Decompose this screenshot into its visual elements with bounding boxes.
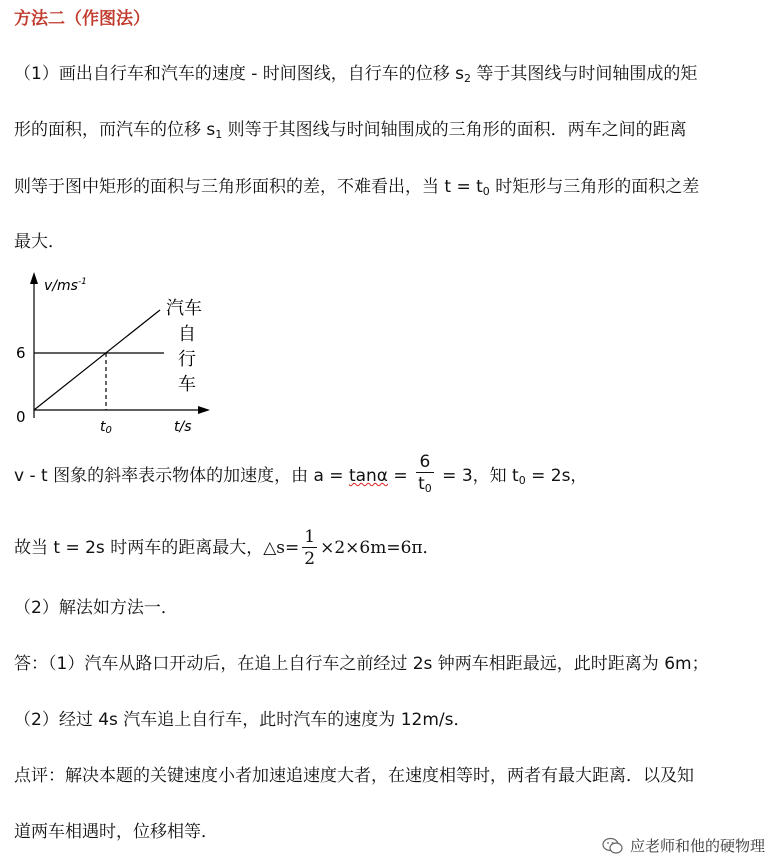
watermark [602, 835, 765, 856]
subscript: 0 [482, 185, 490, 198]
watermark-text: 应老师和他的硬物理 [629, 837, 765, 855]
paragraph-line-3 [14, 175, 699, 204]
paragraph-line-4: 最大． [14, 232, 65, 252]
text: （1）画出自行车和汽车的速度 - 时间图线，自行车的位移 s [14, 64, 465, 84]
denominator [416, 472, 434, 500]
delta-s: △s= [263, 538, 300, 558]
paragraph-line-2 [14, 118, 687, 147]
answer-line-2: （2）经过 4s 汽车追上自行车，此时汽车的速度为 12m/s． [14, 710, 471, 730]
text: 则等于其图线与时间轴围成的三角形的面积．两车之间的距离 [222, 120, 687, 140]
bicycle-label-char-1: 自 [178, 324, 196, 345]
text: = 3，知 t [436, 466, 519, 486]
bicycle-label-char-2: 行 [178, 349, 196, 370]
text: ×2×6m=6π． [320, 538, 440, 558]
answer-line-1: 答：（1）汽车从路口开动后，在追上自行车之前经过 2s 钟两车相距最远，此时距离为 6m； [14, 654, 709, 674]
subscript: 2 [464, 72, 472, 85]
paragraph-line-1 [14, 62, 697, 91]
origin-label: 0 [16, 408, 26, 426]
subscript: 0 [424, 482, 432, 495]
text: 等于其图线与时间轴围成的矩 [471, 64, 698, 84]
x-axis-label: t/s [174, 419, 192, 435]
paragraph-solution-2: （2）解法如方法一． [14, 598, 178, 618]
wechat-icon [602, 837, 624, 855]
x-axis-arrow [198, 406, 210, 414]
numerator: 6 [419, 452, 431, 472]
velocity-time-graph [8, 268, 218, 440]
distance-equation-line [14, 524, 440, 572]
numerator: 1 [304, 526, 316, 547]
comment-line-1: 点评：解决本题的关键速度小者加速追速度大者，在速度相等时，两者有最大距离．以及知 [14, 766, 694, 786]
text: = [388, 466, 414, 486]
x-tick-t0: t0 [100, 419, 112, 436]
subscript: 0 [518, 474, 526, 487]
fraction-one-half [302, 527, 317, 570]
y-axis-arrow [30, 272, 38, 284]
y-axis-label: $v/ms^{-1}$ [44, 277, 87, 294]
text: v - t 图象的斜率表示物体的加速度，由 a = [14, 466, 349, 486]
text: = 2s， [525, 466, 588, 486]
tan-alpha: tanα [348, 466, 389, 486]
y-tick-6: 6 [16, 344, 26, 362]
text: 时矩形与三角形的面积之差 [489, 177, 700, 197]
car-line [34, 310, 160, 410]
heading-method-two: 方法二（作图法） [14, 9, 150, 29]
text: 形的面积，而汽车的位移 s [14, 120, 216, 140]
fraction-6-over-t0 [416, 452, 434, 500]
comment-line-2: 道两车相遇时，位移相等． [14, 822, 218, 842]
text: 故当 t = 2s 时两车的距离最大， [14, 538, 264, 558]
text: 则等于图中矩形的面积与三角形面积的差，不难看出，当 t = t [14, 177, 483, 197]
text: t [418, 474, 425, 494]
denominator: 2 [304, 548, 316, 569]
bicycle-label-char-3: 车 [178, 374, 196, 395]
car-label: 汽车 [166, 298, 202, 319]
subscript: 1 [215, 128, 223, 141]
slope-equation-line [14, 452, 587, 505]
